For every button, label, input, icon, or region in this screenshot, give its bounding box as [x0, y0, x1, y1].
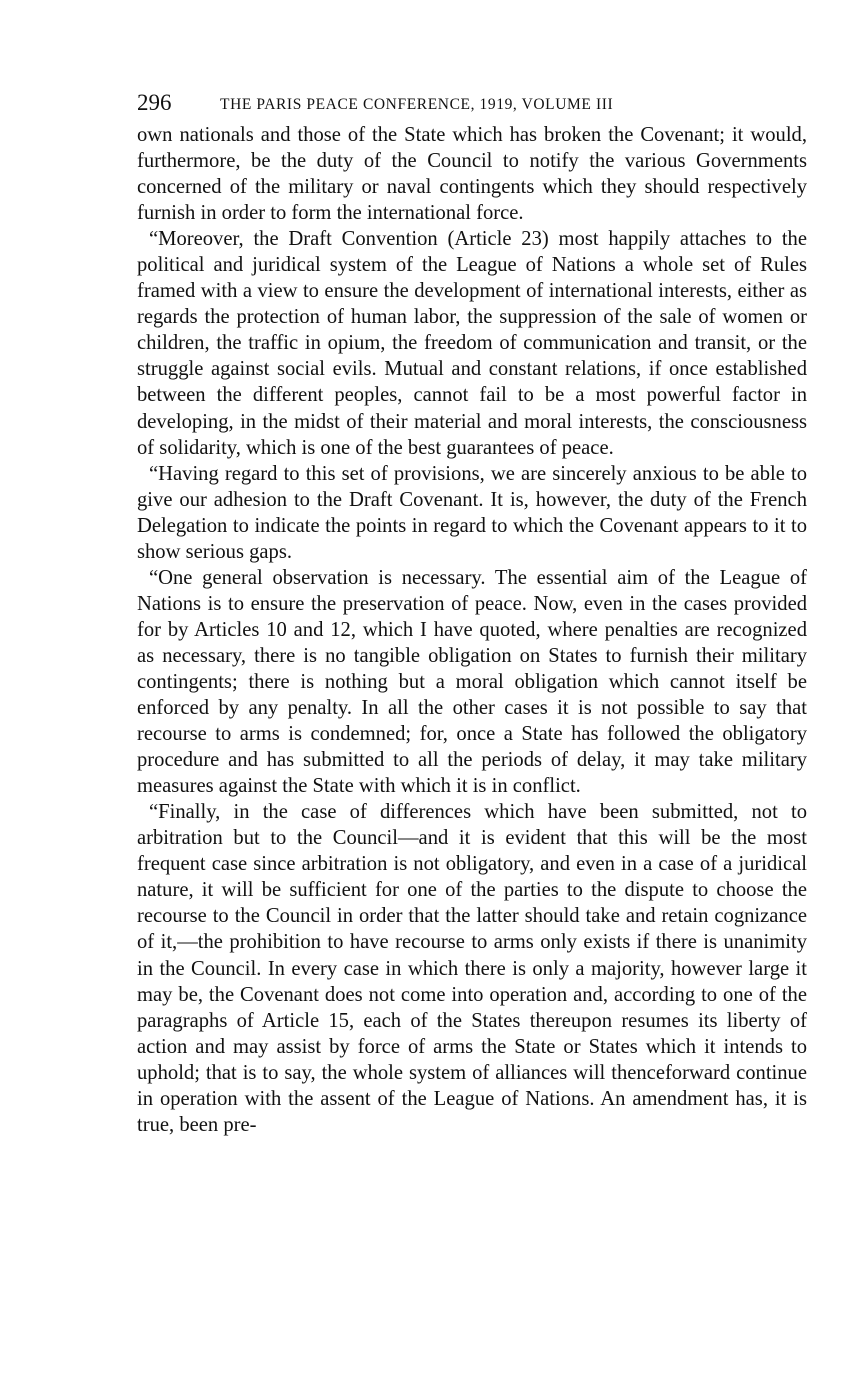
- document-page: [137, 88, 807, 1138]
- running-title: THE PARIS PEACE CONFERENCE, 1919, VOLUME III: [220, 96, 614, 113]
- paragraph-draft-convention: “Moreover, the Draft Convention (Article 23) most happily attaches to the political and juridical system of the League of Nations a whole set of Rules framed with a view to ensure the development of international interests, either as regards the protection of human labor, the suppression of the sale of women or children, the traffic in opium, the freedom of communication and transit, or the struggle against social evils. Mutual and constant relations, if once established between the different peoples, cannot fail to be a most powerful factor in developing, in the midst of their material and moral interests, the consciousness of solidarity, which is one of the best guarantees of peace.: [137, 228, 807, 459]
- body-text: [137, 122, 807, 1138]
- paragraph-differences: “Finally, in the case of differences which have been submitted, not to arbitration but to the Council—and it is evident that this will be the most frequent case since arbitration is not obligatory, and even in a case of a juridical nature, it will be sufficient for one of the parties to the dispute to choose the recourse to the Council in order that the latter should take and retain cognizance of it,—the prohibition to have recourse to arms only exists if there is unanimity in the Council. In every case in which there is only a majority, however large it may be, the Covenant does not come into operation and, according to one of the paragraphs of Article 15, each of the States thereupon resumes its liberty of action and may assist by force of arms the State or States which it intends to uphold; that is to say, the whole system of alliances will thenceforward continue in operation with the assent of the League of Nations. An amendment has, it is true, been pre-: [137, 801, 807, 1136]
- paragraph-provisions: “Having regard to this set of provisions, we are sincerely anxious to be able to give our adhesion to the Draft Covenant. It is, however, the duty of the French Delegation to indicate the points in regard to which the Covenant appears to it to show serious gaps.: [137, 462, 807, 563]
- page-number: 296: [137, 90, 172, 115]
- running-head: [137, 88, 807, 122]
- paragraph-continuation: own nationals and those of the State which has broken the Covenant; it would, furthermore, be the duty of the Council to notify the various Governments concerned of the military or naval contingents which they should respectively furnish in order to form the international force.: [137, 124, 807, 225]
- paragraph-general-observation: “One general observation is necessary. The essential aim of the League of Nations is to ensure the preservation of peace. Now, even in the cases provided for by Articles 10 and 12, which I have quoted, where penalties are recognized as necessary, there is no tangible obligation on States to furnish their military contingents; there is nothing but a moral obligation which cannot itself be enforced by any penalty. In all the other cases it is not possible to say that recourse to arms is condemned; for, once a State has followed the obligatory procedure and has submitted to all the periods of delay, it may take military measures against the State with which it is in conflict.: [137, 566, 807, 798]
